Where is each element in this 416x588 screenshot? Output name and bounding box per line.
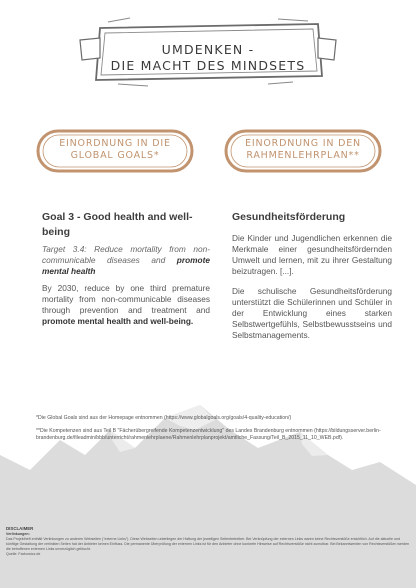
goal-description-prefix: By 2030, reduce by one third premature mortality from non-communicable diseases through prevention and treatment and [42,283,210,315]
global-goals-section [42,210,210,327]
rahmenlehrplan-button[interactable] [222,127,384,175]
disclaimer-title: DISCLAIMER [6,526,34,531]
goal-heading: Goal 3 - Good health and well-being [42,211,193,238]
disclaimer [6,526,410,557]
rahmenlehrplan-button-line-2: RAHMENLEHRPLAN** [246,150,360,161]
target-text-prefix: Target 3.4: Reduce mortality from non-communicable diseases and [42,244,210,265]
global-goals-button[interactable] [34,127,196,175]
paragraph-1: Die Kinder und Jugendlichen erkennen die Merkmale einer gesundheitsfördernden Umwelt und lernen, mit zu ihrer Gestaltung beizutragen. [...]. [232,233,392,276]
footnote-global-goals: *Die Global Goals sind aus der Homepage entnommen (https://www.globalgoals.org/goals/4-quality-education/) [36,415,292,421]
title-banner [78,14,338,88]
title-line-2: DIE MACHT DES MINDSETS [110,58,306,73]
rahmenlehrplan-button-line-1: EINORDNUNG IN DEN [245,138,361,149]
disclaimer-subtitle: Verlinkungen: [6,532,30,536]
disclaimer-text: Das Projektheft enthält Verlinkungen zu anderen Webseiten ("externe Links"). Diese Webseiten unterliegen der Haftung der jeweiligen Seitenbetreiber. Bei Verknüpfung der externen Links waren keine Rechtsverstöße ersichtlich. Auf die aktuelle und künftige Gestaltung der verlinkten Seiten hat der Anbieter keinen Einfluss. Die permanente Überprüfung der externen Links ist für den Anbieter ohne konkrete Hinweise auf Rechtsverstöße nicht zumutbar. Bei Bekanntwerden von Rechtsverstößen werden die betroffenen externen Links unverzüglich gelöscht. [6,537,410,551]
goal-description [42,283,210,327]
disclaimer-source: Quelle: Fachowicz.de [6,552,41,556]
goal-description-bold: promote mental health and well-being. [42,316,194,326]
paragraph-2: Die schulische Gesundheitsförderung unterstützt die Schülerinnen und Schüler in der Entwicklung eines starken Selbstwertgefühls, Selbstbewusstseins und Selbstmanagements. [232,286,392,340]
target-text [42,244,210,277]
global-goals-button-line-2: GLOBAL GOALS* [70,150,160,161]
global-goals-button-line-1: EINORDNUNG IN DIE [59,138,171,149]
footnote-rahmenlehrplan: **Die Kompetenzen sind aus Teil B "Fächerübergreifende Kompetenzentwicklung" des Landes Brandenburg entnommen (https://bildungsserver.berlin-brandenburg.de/fileadmin/bbb/unterricht/rahmenlehrplaene/Rahmenlehrplanprojekt/amtliche_Fassung/Teil_B_2015_11_10_WEB.pdf). [36,428,381,441]
target-text-bold: promote mental health [42,255,210,276]
title-line-1: UMDENKEN - [161,42,255,57]
rahmenlehrplan-section [232,210,392,341]
section-heading: Gesundheitsförderung [232,211,346,223]
